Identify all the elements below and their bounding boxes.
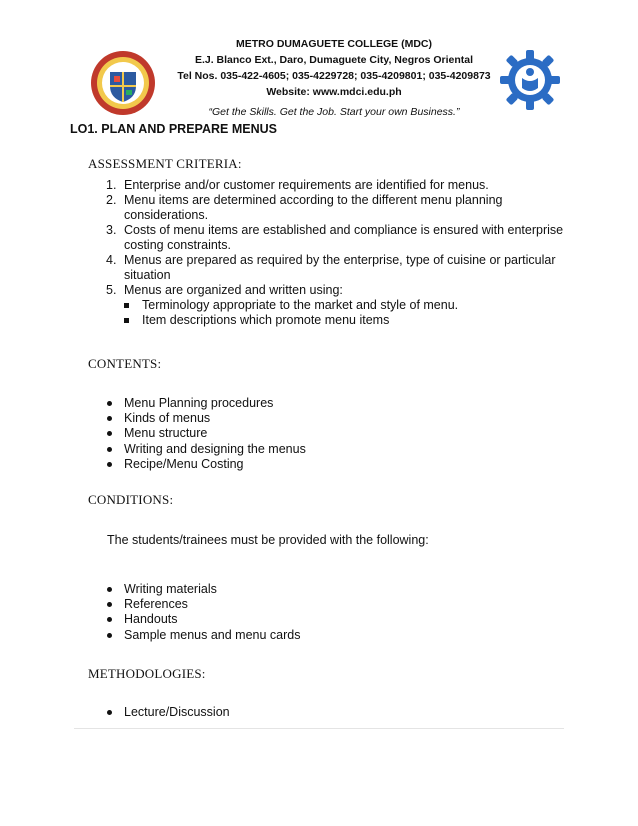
bullet-icon [107, 602, 112, 607]
assessment-criteria-list [88, 178, 568, 328]
list-item: 2. Menu items are determined according to the different menu planning considerations. [106, 193, 503, 222]
list-item: 5. Menus are organized and written using: Terminology appropriate to the market and style of menu. Item descriptions which promote menu items [88, 283, 568, 328]
list-item: Menu structure [107, 426, 306, 441]
tesda-logo-icon [498, 48, 562, 112]
sub-list-item: Terminology appropriate to the market and style of menu. [124, 298, 568, 313]
bullet-icon [107, 587, 112, 592]
sub-list-item: Item descriptions which promote menu items [124, 313, 568, 328]
list-item: Recipe/Menu Costing [107, 457, 306, 472]
list-item: References [107, 597, 300, 612]
list-item: Sample menus and menu cards [107, 628, 300, 643]
square-bullet-icon [124, 318, 129, 323]
college-website: Website: www.mdci.edu.ph [266, 86, 402, 98]
list-item: Writing and designing the menus [107, 442, 306, 457]
methodologies-heading: METHODOLOGIES: [88, 666, 206, 681]
sub-list [124, 298, 568, 328]
square-bullet-icon [124, 303, 129, 308]
methodologies-list [107, 705, 230, 720]
list-item: 4. Menus are prepared as required by the enterprise, type of cuisine or particular situation [106, 253, 556, 282]
conditions-heading: CONDITIONS: [88, 492, 174, 507]
list-item: Lecture/Discussion [107, 705, 230, 720]
bullet-icon [107, 447, 112, 452]
page-divider [74, 728, 564, 729]
bullet-icon [107, 710, 112, 715]
bullet-icon [107, 633, 112, 638]
list-item: Writing materials [107, 582, 300, 597]
conditions-intro: The students/trainees must be provided with the following: [107, 533, 429, 547]
bullet-icon [107, 401, 112, 406]
list-item: Kinds of menus [107, 411, 306, 426]
list-item: Menu Planning procedures [107, 396, 306, 411]
bullet-icon [107, 617, 112, 622]
list-item: Handouts [107, 612, 300, 627]
college-motto: “Get the Skills. Get the Job. Start your own Business.” [208, 106, 460, 118]
list-item: 1. Enterprise and/or customer requirements are identified for menus. [106, 178, 489, 192]
contents-list [107, 396, 306, 472]
bullet-icon [107, 431, 112, 436]
college-name: METRO DUMAGUETE COLLEGE (MDC) [236, 38, 432, 50]
college-address: E.J. Blanco Ext., Daro, Dumaguete City, Negros Oriental [194, 54, 474, 66]
assessment-criteria-heading: ASSESSMENT CRITERIA: [88, 156, 242, 171]
list-item: 3. Costs of menu items are established and compliance is ensured with enterprise costing constraints. [106, 223, 564, 252]
contents-heading: CONTENTS: [88, 356, 162, 371]
bullet-icon [107, 416, 112, 421]
college-telephone: Tel Nos. 035-422-4605; 035-4229728; 035-4209801; 035-4209873 [177, 70, 491, 82]
conditions-list [107, 582, 300, 643]
learning-outcome-title: LO1. PLAN AND PREPARE MENUS [70, 122, 277, 136]
bullet-icon [107, 462, 112, 467]
